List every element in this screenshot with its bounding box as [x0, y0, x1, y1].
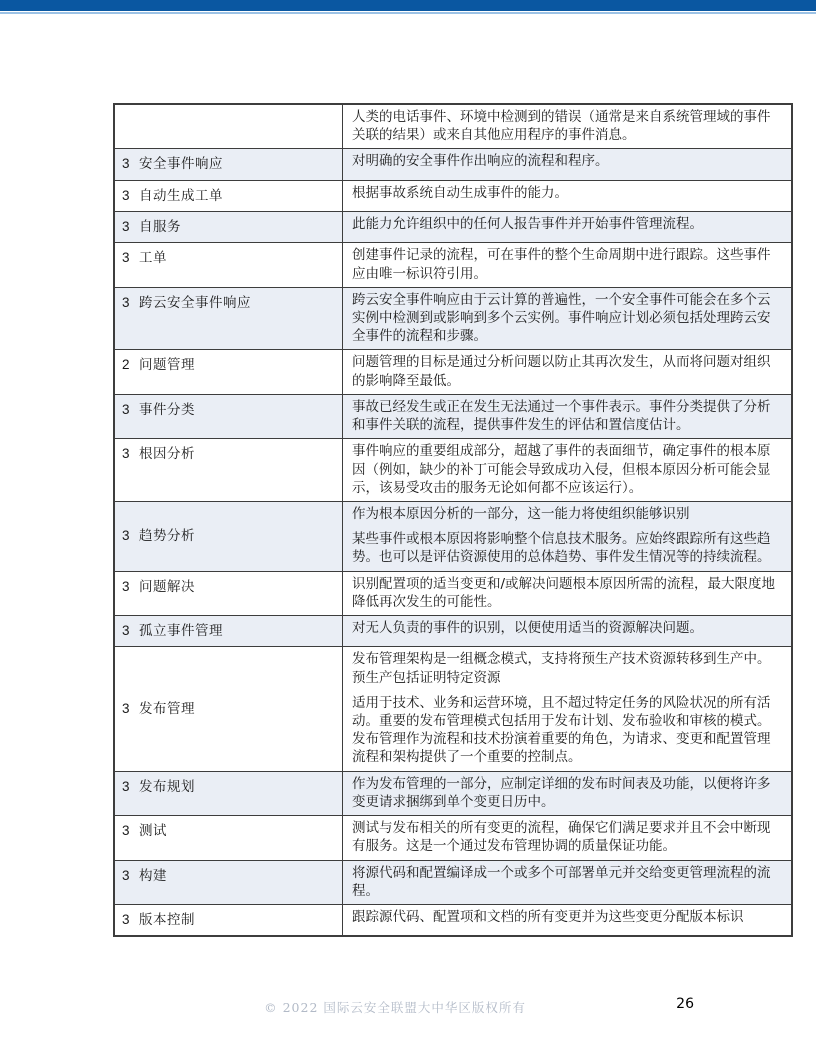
description-cell: [343, 104, 793, 149]
description-paragraph: 问题管理的目标是通过分析问题以防止其再次发生，从而将问题对组织的影响降至最低。: [352, 354, 771, 389]
table-row: [114, 243, 792, 287]
description-paragraph: 将源代码和配置编译成一个或多个可部署单元并交给变更管理流程的流程。: [352, 864, 771, 899]
term-level: 2: [122, 357, 131, 373]
description-paragraph: 根据事故系统自动生成事件的能力。: [352, 184, 568, 201]
table-row: [114, 860, 792, 904]
term-label: 自动生成工单: [139, 187, 224, 204]
term-cell: [114, 616, 343, 647]
term-cell: [114, 501, 343, 571]
description-cell: [343, 571, 793, 615]
description-cell: [343, 287, 793, 350]
term-cell: [114, 350, 343, 394]
term-level: 3: [122, 446, 131, 462]
description-cell: [343, 501, 793, 571]
description-paragraph: 某些事件或根本原因将影响整个信息技术服务。应始终跟踪所有这些趋势。也可以是评估资源使用的总体趋势、事件发生情况等的持续流程。: [352, 531, 771, 566]
term-level: 3: [122, 823, 131, 839]
description-cell: [343, 771, 793, 815]
term-cell: [114, 104, 343, 149]
term-cell: [114, 647, 343, 771]
term-level: 3: [122, 294, 131, 310]
description-paragraph: 事故已经发生或正在发生无法通过一个事件表示。事件分类提供了分析和事件关联的流程，提供事件发生的评估和置信度估计。: [352, 398, 771, 434]
description-cell: [343, 904, 793, 936]
capability-description-table: [113, 103, 793, 937]
description-paragraph: 作为根本原因分析的一部分，这一能力将使组织能够识别: [352, 505, 690, 522]
term-cell: [114, 439, 343, 502]
term-label: 构建: [139, 867, 168, 884]
term-cell: [114, 816, 343, 860]
term-label: 孤立事件管理: [139, 623, 224, 640]
description-paragraph: 人类的电话事件、环境中检测到的错误（通常是来自系统管理域的事件关联的结果）或来自其他应用程序的事件消息。: [352, 109, 771, 144]
description-paragraph: 对明确的安全事件作出响应的流程和程序。: [352, 153, 609, 170]
term-label: 测试: [139, 823, 168, 840]
table-row: [114, 439, 792, 502]
term-label: 发布管理: [139, 700, 196, 717]
term-label: 发布规划: [139, 778, 196, 795]
term-label: 问题解决: [139, 578, 196, 595]
description-paragraph: 事件响应的重要组成部分，超越了事件的表面细节，确定事件的根本原因（例如，缺少的补丁可能会导致成功入侵，但根本原因分析可能会显示，该易受攻击的服务无论如何都不应该运行）。: [352, 443, 771, 496]
description-paragraph: 识别配置项的适当变更和/或解决问题根本原因所需的流程，最大限度地降低再次发生的可能性。: [352, 575, 776, 610]
term-cell: [114, 212, 343, 243]
term-level: 3: [122, 578, 131, 594]
description-cell: [343, 860, 793, 904]
term-cell: [114, 180, 343, 211]
table-row: [114, 212, 792, 243]
description-cell: [343, 180, 793, 211]
top-banner-accent-line: [0, 12, 816, 14]
term-label: 事件分类: [139, 401, 196, 418]
term-label: 安全事件响应: [139, 156, 224, 173]
term-level: 3: [122, 528, 131, 544]
term-cell: [114, 243, 343, 287]
table-row: [114, 394, 792, 438]
term-cell: [114, 287, 343, 350]
description-cell: [343, 616, 793, 647]
description-paragraph: 创建事件记录的流程，可在事件的整个生命周期中进行跟踪。这些事件应由唯一标识符引用。: [352, 247, 771, 282]
description-paragraph: 跨云安全事件响应由于云计算的普遍性，一个安全事件可能会在多个云实例中检测到或影响到多个云实例。事件响应计划必须包括处理跨云安全事件的流程和步骤。: [352, 291, 771, 345]
term-level: 3: [122, 700, 131, 716]
term-level: 3: [122, 911, 131, 927]
table-row: [114, 287, 792, 350]
term-cell: [114, 149, 343, 180]
term-label: 工单: [139, 250, 168, 267]
description-paragraph: 发布管理架构是一组概念模式，支持将预生产技术资源转移到生产中。预生产包括证明特定资源: [352, 651, 771, 686]
description-cell: [343, 647, 793, 771]
description-cell: [343, 816, 793, 860]
table-row: [114, 771, 792, 815]
term-level: 3: [122, 250, 131, 266]
table-row: [114, 180, 792, 211]
term-cell: [114, 571, 343, 615]
term-cell: [114, 860, 343, 904]
page-footer: [0, 998, 816, 1018]
term-label: 趋势分析: [139, 528, 196, 545]
term-label: 跨云安全事件响应: [139, 294, 252, 311]
description-paragraph: 测试与发布相关的所有变更的流程，确保它们满足要求并且不会中断现有服务。这是一个通过发布管理协调的质量保证功能。: [352, 820, 771, 855]
term-label: 自服务: [139, 219, 182, 236]
table-row: [114, 816, 792, 860]
description-cell: [343, 394, 793, 438]
table-row: [114, 647, 792, 771]
table-row: [114, 350, 792, 394]
term-cell: [114, 771, 343, 815]
term-cell: [114, 904, 343, 936]
term-cell: [114, 394, 343, 438]
table-row: [114, 616, 792, 647]
description-cell: [343, 149, 793, 180]
footer-copyright: © 2022 国际云安全联盟大中华区版权所有: [264, 1000, 526, 1015]
description-paragraph: 作为发布管理的一部分，应制定详细的发布时间表及功能，以便将许多变更请求捆绑到单个变更日历中。: [352, 775, 771, 810]
term-level: 3: [122, 867, 131, 883]
term-level: 3: [122, 156, 131, 172]
table-row: [114, 501, 792, 571]
description-cell: [343, 243, 793, 287]
term-level: 3: [122, 401, 131, 417]
description-cell: [343, 439, 793, 502]
table-row: [114, 904, 792, 936]
term-label: 版本控制: [139, 911, 196, 928]
term-label: 问题管理: [139, 357, 196, 374]
top-banner-bar: [0, 0, 816, 11]
description-paragraph: 适用于技术、业务和运营环境，且不超过特定任务的风险状况的所有活动。重要的发布管理模式包括用于发布计划、发布验收和审核的模式。发布管理作为流程和技术扮演着重要的角色，为请求、变更和配置管理流程和架构提供了一个重要的控制点。: [352, 694, 771, 766]
term-label: 根因分析: [139, 446, 196, 463]
term-level: 3: [122, 623, 131, 639]
term-level: 3: [122, 219, 131, 235]
table-row: [114, 104, 792, 149]
description-paragraph: 对无人负责的事件的识别，以便使用适当的资源解决问题。: [352, 620, 703, 637]
description-paragraph: 此能力允许组织中的任何人报告事件并开始事件管理流程。: [352, 216, 703, 233]
page-number: 26: [676, 996, 694, 1012]
table-row: [114, 571, 792, 615]
term-level: 3: [122, 778, 131, 794]
description-cell: [343, 350, 793, 394]
description-paragraph: 跟踪源代码、配置项和文档的所有变更并为这些变更分配版本标识: [352, 908, 744, 925]
description-cell: [343, 212, 793, 243]
term-level: 3: [122, 187, 131, 203]
table-row: [114, 149, 792, 180]
